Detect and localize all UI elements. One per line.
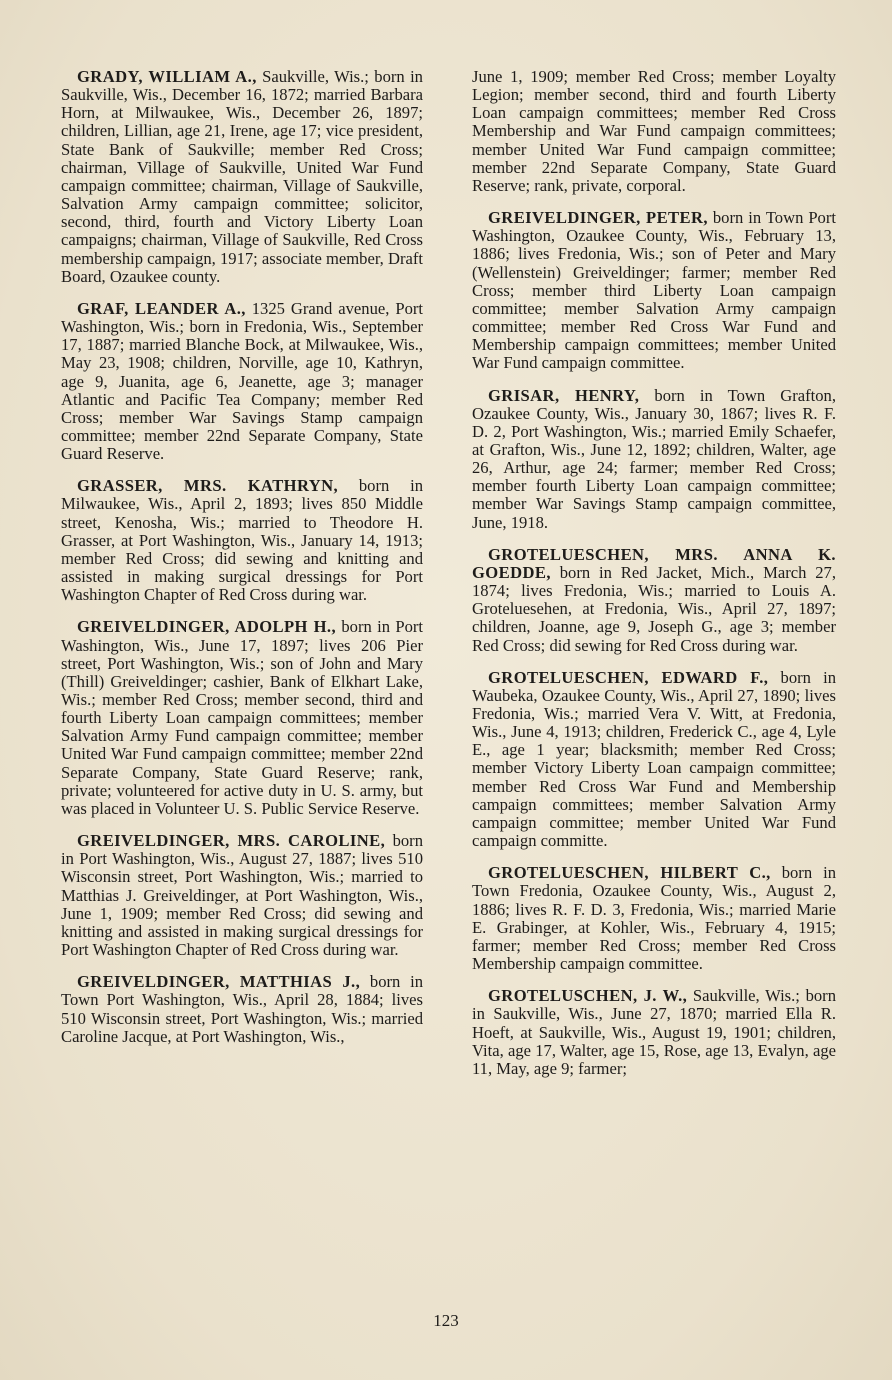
entry-name: GROTELUESCHEN, HILBERT C., (488, 863, 771, 883)
entry-greiveldinger-matthias (61, 973, 423, 1046)
entry-text: 1325 Grand avenue, Port Washington, Wis.; born in Fredonia, Wis., September 17, 1887; married Blanche Bock, at Milwaukee, Wis., May 23, 1908; children, Norville, age 10, Kathryn, age 9, Juanita, age 6, Jeanette, age 3; manager Atlantic and Pacific Tea Company; member Red Cross; member War Savings Stamp campaign committee; member 22nd Separate Company, State Guard Reserve. (61, 298, 424, 464)
entry-text: born in Red Jacket, Mich., March 27, 1874; lives Fredonia, Wis.; married to Louis A. Groteluesehen, at Fredonia, Wis., April 27, 1897; children, Joanne, age 9, Joseph G., age 3; member Red Cross; did sewing for Red Cross during war. (472, 562, 836, 655)
entry-name: GRAF, LEANDER A., (77, 298, 246, 318)
entry-name: GREIVELDINGER, MATTHIAS J., (77, 972, 361, 992)
entry-grisar (472, 387, 836, 532)
entry-name: GROTELUESCHEN, EDWARD F., (488, 667, 769, 687)
entry-graf (61, 300, 423, 463)
entry-name: GREIVELDINGER, MRS. CAROLINE, (77, 831, 386, 851)
entry-groteluesehen-hilbert (472, 864, 836, 973)
entry-name: GROTELUESCHEN, MRS. ANNA K. GOEDDE, (472, 544, 836, 582)
entry-name: GROTELUSCHEN, J. W., (488, 986, 688, 1006)
entry-text: born in Town Port Washington, Wis., April 28, 1884; lives 510 Wisconsin street, Port Washington, Wis.; married Caroline Jacque, at Port Washington, Wis., (61, 972, 424, 1046)
entry-grady (61, 68, 423, 286)
entry-name: GREIVELDINGER, ADOLPH H., (77, 617, 337, 637)
entry-text: Saukville, Wis.; born in Saukville, Wis., December 16, 1872; married Barbara Horn, at Milwaukee, Wis., December 26, 1897; children, Lillian, age 21, Irene, age 17; vice president, State Bank of Saukville; member Red Cross; chairman, Village of Saukville, United War Fund campaign committee; chairman, Village of Saukville, Salvation Army campaign committee; solicitor, second, third, fourth and Victory Liberty Loan campaigns; chairman, Village of Saukville, Red Cross membership campaign, 1917; associate member, Draft Board, Ozaukee county. (61, 67, 423, 286)
entry-text: born in Waubeka, Ozaukee County, Wis., April 27, 1890; lives Fredonia, Wis.; married Vera V. Witt, at Fredonia, Wis., June 4, 1913; children, Frederick C., age 4, Lyle E., age 1 year; blacksmith; member Red Cross; member Victory Liberty Loan campaign committee; member Red Cross War Fund and Membership campaign committees; member Salvation Army campaign committee; member United War Fund campaign committe. (472, 667, 836, 851)
entry-continuation: June 1, 1909; member Red Cross; member Loyalty Legion; member second, third and fourth Liberty Loan campaign committees; member Red Cross Membership and War Fund campaign committees; member United War Fund campaign committee; member 22nd Separate Company, State Guard Reserve; rank, private, corporal. (472, 67, 836, 195)
entry-groteluesehen-edward (472, 669, 836, 851)
left-column (61, 68, 423, 1060)
entry-text: born in Milwaukee, Wis., April 2, 1893; lives 850 Middle street, Kenosha, Wis.; married to Theodore H. Grasser, at Port Washington, Wis., January 14, 1913; member Red Cross; did sewing and knitting and assisted in making surgical dressings for Port Washington Chapter of Red Cross during war. (61, 476, 423, 605)
entry-name: GRISAR, HENRY, (488, 385, 640, 405)
entry-text: born in Port Washington, Wis., August 27, 1887; lives 510 Wisconsin street, Port Washington, Wis.; married to Matthias J. Greiveldinger, at Port Washington, Wis., June 1, 1909; member Red Cross; did sewing and knitting and assisted in making surgical dressings for Port Washington Chapter of Red Cross during war. (61, 831, 423, 960)
page-number: 123 (433, 1311, 459, 1330)
right-column (472, 68, 836, 1092)
entry-name: GREIVELDINGER, PETER, (488, 208, 708, 228)
entry-text: born in Town Grafton, Ozaukee County, Wis., January 30, 1867; lives R. F. D. 2, Port Washington, Wis.; married Emily Schaefer, at Grafton, Wis., June 12, 1892; children, Walter, age 26, Arthur, age 24; farmer; member Red Cross; member fourth Liberty Loan campaign committee; member War Savings Stamp campaign committee, June, 1918. (472, 385, 836, 532)
entry-greiveldinger-caroline (61, 832, 423, 959)
entry-text: born in Town Fredonia, Ozaukee County, Wis., August 2, 1886; lives R. F. D. 3, Fredonia, Wis.; married Marie E. Grabinger, at Kohler, Wis., February 4, 1915; farmer; member Red Cross; member Red Cross Membership campaign committee. (472, 863, 836, 974)
entry-text: born in Port Washington, Wis., June 17, 1897; lives 206 Pier street, Port Washington, Wis.; son of John and Mary (Thill) Greiveldinger; cashier, Bank of Elkhart Lake, Wis.; member Red Cross; member second, third and fourth Liberty Loan campaign committees; member Salvation Army Fund campaign committee; member United War Fund campaign committee; member 22nd Separate Company, State Guard Reserve; rank, private; volunteered for active duty in U. S. army, but was placed in Volunteer U. S. Public Service Reserve. (61, 617, 423, 818)
entry-groteluesehen-anna (472, 546, 836, 655)
entry-greiveldinger-peter (472, 209, 836, 372)
entry-greiveldinger-adolph (61, 618, 423, 818)
entry-name: GRADY, WILLIAM A., (77, 67, 257, 86)
entry-text: born in Town Port Washington, Ozaukee County, Wis., February 13, 1886; lives Fredonia, Wis.; son of Peter and Mary (Wellenstein) Greiveldinger; farmer; member Red Cross; member third Liberty Loan campaign committee; member Salvation Army campaign committee; member Red Cross War Fund and Membership campaign committees; member United War Fund campaign committee. (472, 208, 836, 373)
entry-name: GRASSER, MRS. KATHRYN, (77, 476, 339, 496)
entry-grasser (61, 477, 423, 604)
entry-grotelusehen-jw (472, 987, 836, 1078)
entry-text: Saukville, Wis.; born in Saukville, Wis., June 27, 1870; married Ella R. Hoeft, at Saukville, Wis., August 19, 1901; children, Vita, age 17, Walter, age 15, Rose, age 13, Evalyn, age 11, May, age 9; farmer; (472, 986, 836, 1078)
